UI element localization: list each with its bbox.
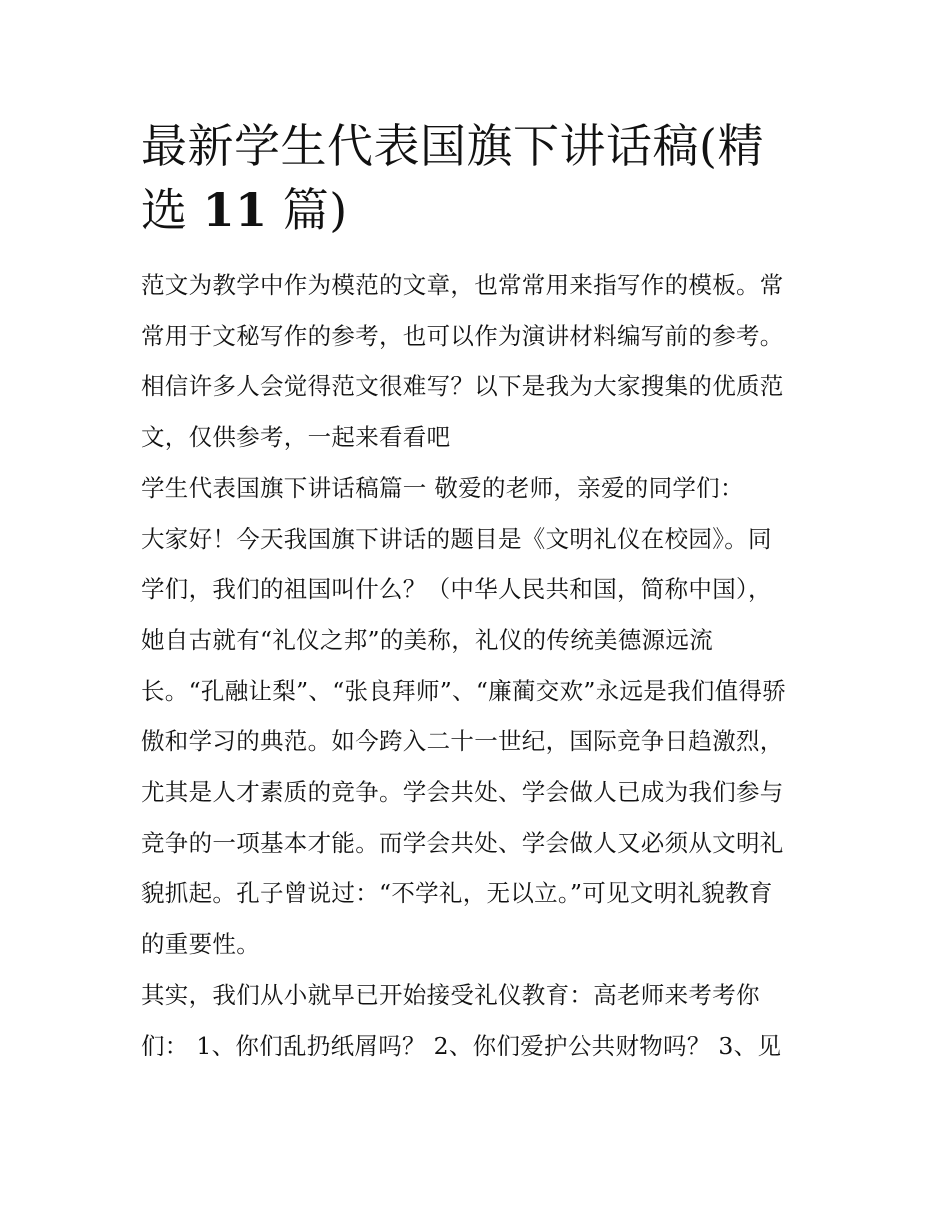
body-line: 文，仅供参考，一起来看看吧 [141,423,451,452]
body-line: 相信许多人会觉得范文很难写？以下是我为大家搜集的优质范 [141,372,784,401]
body-line: 常用于文秘写作的参考，也可以作为演讲材料编写前的参考。 [141,321,784,350]
body-line: 她自古就有“礼仪之邦”的美称，礼仪的传统美德源远流 [141,625,714,654]
title-line-1: 最新学生代表国旗下讲话稿(精 [141,119,764,173]
body-line: 貌抓起。孔子曾说过：“不学礼，无以立。”可见文明礼貌教育 [141,879,773,908]
body-line: 长。“孔融让梨”、“张良拜师”、“廉蔺交欢”永远是我们值得骄 [141,676,787,705]
document-title [141,114,813,242]
title-line-2-number: 11 [202,183,268,237]
body-line: 的重要性。 [141,930,260,959]
body-line: 学们，我们的祖国叫什么？（中华人民共和国，简称中国）， [141,575,772,604]
title-line-2-suffix: 篇) [267,183,348,237]
title-line-2-prefix: 选 [141,183,203,237]
body-line: 们： 1、你们乱扔纸屑吗？ 2、你们爱护公共财物吗？ 3、见 [141,1031,782,1060]
document-content [141,114,813,1071]
body-line: 其实，我们从小就早已开始接受礼仪教育：高老师来考考你 [141,980,760,1009]
body-line: 学生代表国旗下讲话稿篇一 敬爱的老师，亲爱的同学们： [141,473,744,502]
body-line: 竞争的一项基本才能。而学会共处、学会做人又必须从文明礼 [141,828,784,857]
body-line: 范文为教学中作为模范的文章，也常常用来指写作的模板。常 [141,271,784,299]
body-line: 尤其是人才素质的竞争。学会共处、学会做人已成为我们参与 [141,778,784,807]
body-line: 大家好！今天我国旗下讲话的题目是《文明礼仪在校园》。同 [141,524,772,553]
body-line: 傲和学习的典范。如今跨入二十一世纪，国际竞争日趋激烈， [141,727,784,756]
document-body [141,260,813,1071]
